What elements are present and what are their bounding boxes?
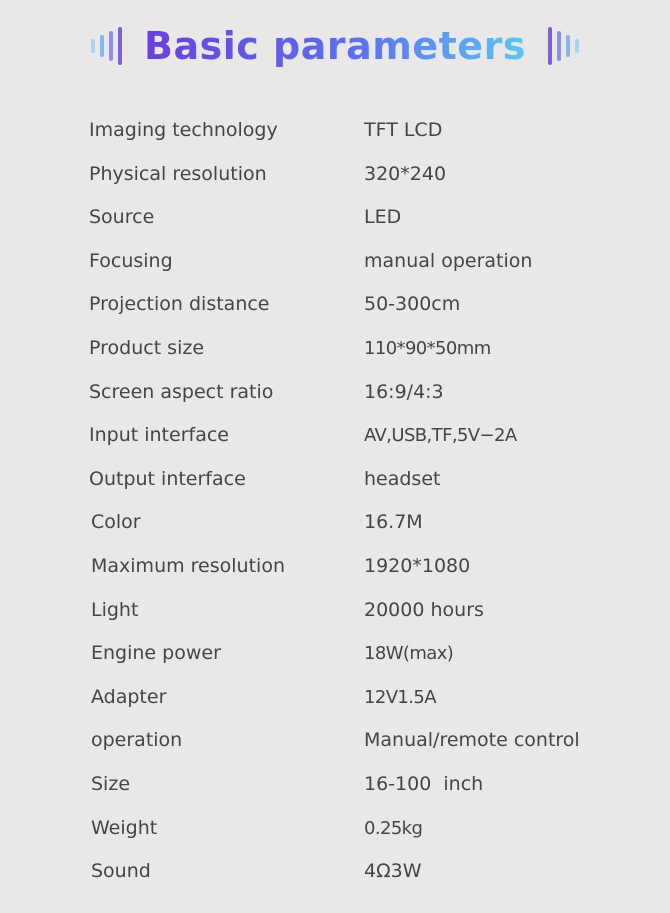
param-value: 20000 hours	[364, 598, 484, 621]
param-label: Output interface	[89, 467, 246, 490]
param-row-adapter	[0, 676, 670, 720]
param-row-color	[0, 501, 670, 545]
decorative-bars-right-icon	[548, 26, 579, 66]
parameters-table	[0, 109, 670, 894]
param-row-operation	[0, 719, 670, 763]
decorative-bars-left-icon	[91, 26, 122, 66]
param-value: 0.25kg	[364, 817, 423, 839]
param-row-engine-power	[0, 632, 670, 676]
param-label: Adapter	[91, 685, 167, 708]
param-value: AV,USB,TF,5V−2A	[364, 425, 517, 447]
param-value: headset	[364, 467, 441, 490]
param-row-projection-distance	[0, 283, 670, 327]
param-row-weight	[0, 807, 670, 851]
param-row-light	[0, 589, 670, 633]
param-value: TFT LCD	[364, 119, 443, 141]
param-value: 16.7M	[364, 511, 423, 534]
page-title: Basic parameters	[144, 24, 526, 68]
param-label: Size	[91, 772, 131, 795]
param-row-screen-aspect-ratio	[0, 371, 670, 415]
param-value: 4Ω3W	[364, 860, 422, 883]
param-row-source	[0, 196, 670, 240]
param-label: Product size	[89, 336, 205, 359]
param-row-sound	[0, 850, 670, 894]
param-label: Engine power	[91, 642, 221, 665]
param-label: Color	[91, 511, 141, 534]
param-label: Maximum resolution	[91, 554, 285, 577]
param-label: Sound	[91, 860, 151, 883]
param-row-focusing	[0, 240, 670, 284]
param-label: Imaging technology	[89, 119, 278, 141]
param-row-maximum-resolution	[0, 545, 670, 589]
param-label: Focusing	[89, 249, 173, 272]
param-label: Projection distance	[89, 293, 270, 316]
param-label: Source	[89, 206, 155, 229]
param-value: Manual/remote control	[364, 729, 580, 752]
param-row-physical-resolution	[0, 153, 670, 197]
param-row-product-size	[0, 327, 670, 371]
param-value: 50-300cm	[364, 293, 461, 316]
param-value: 18W(max)	[364, 643, 454, 665]
param-value: 12V1.5A	[364, 686, 436, 708]
param-row-imaging-technology	[0, 109, 670, 153]
param-value: 320*240	[364, 162, 447, 185]
param-label: Light	[91, 598, 139, 621]
param-label: Weight	[91, 816, 158, 839]
section-header	[0, 14, 670, 78]
param-label: Screen aspect ratio	[89, 380, 274, 403]
param-row-size	[0, 763, 670, 807]
param-row-output-interface	[0, 458, 670, 502]
param-value: 1920*1080	[364, 554, 471, 577]
param-label: Input interface	[89, 424, 229, 447]
param-row-input-interface	[0, 414, 670, 458]
param-label: operation	[91, 729, 183, 752]
param-value: 16:9/4:3	[364, 380, 444, 403]
param-label: Physical resolution	[89, 162, 267, 185]
param-value: 16-100 inch	[364, 772, 484, 795]
param-value: LED	[364, 206, 402, 229]
param-value: 110*90*50mm	[364, 337, 491, 359]
param-value: manual operation	[364, 249, 533, 272]
